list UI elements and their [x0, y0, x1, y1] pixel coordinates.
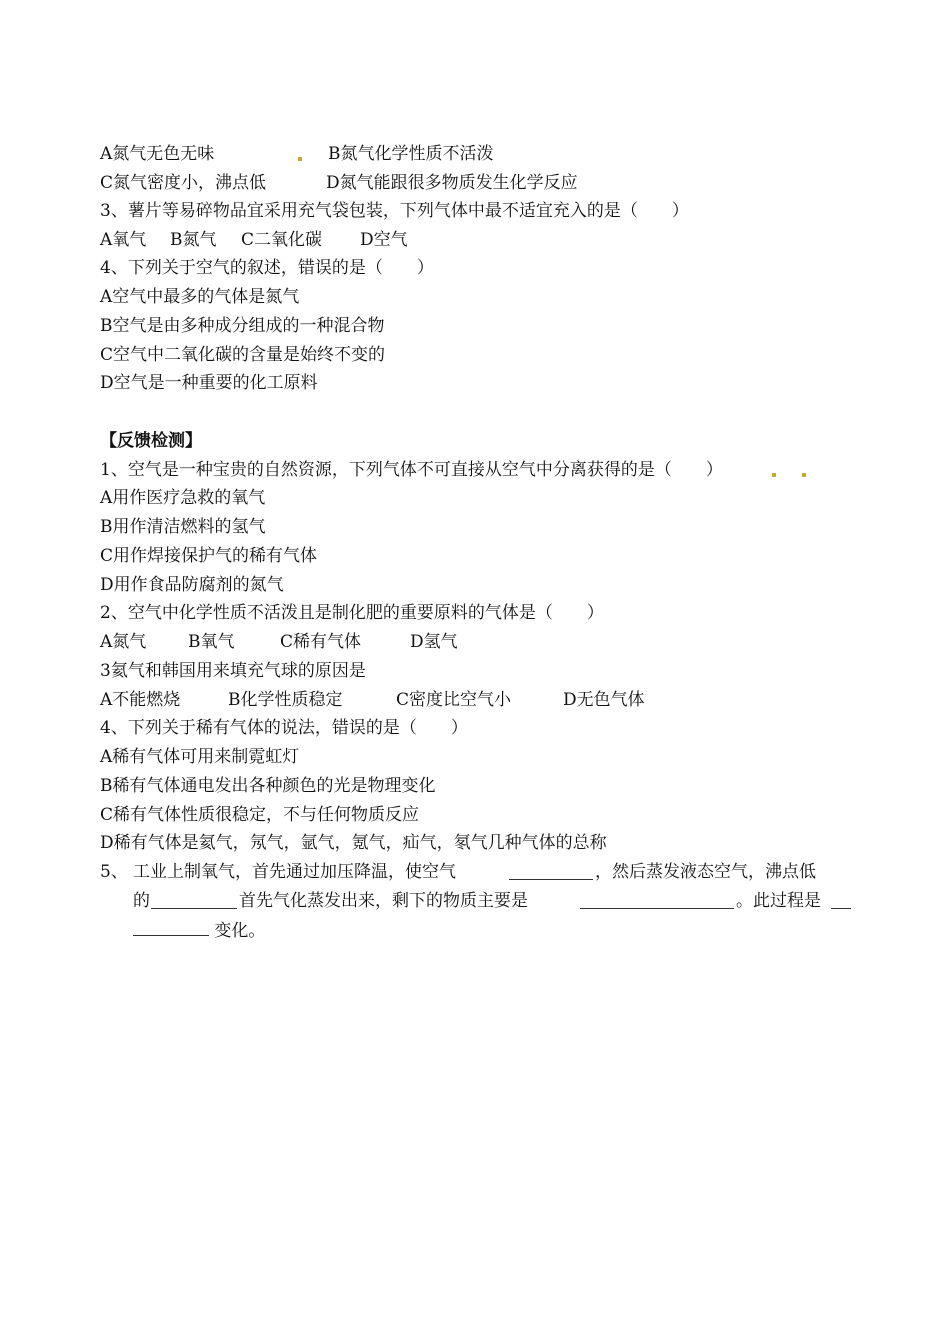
highlight-mark: [298, 157, 302, 161]
option-a: A氮气: [100, 632, 147, 652]
option-a: A氧气: [100, 230, 147, 250]
question-4: 4、下列关于空气的叙述，错误的是（ ）: [100, 258, 434, 278]
option-a: A氮气无色无味: [100, 144, 215, 164]
option-c: C氮气密度小，沸点低: [100, 173, 267, 193]
option-b: B空气是由多种成分组成的一种混合物: [100, 316, 385, 336]
highlight-mark: [802, 473, 806, 477]
question-4: 4、下列关于稀有气体的说法，错误的是（ ）: [100, 718, 468, 738]
question-number: 5、: [100, 862, 128, 882]
answer-blank[interactable]: [133, 920, 209, 936]
question-2: 2、空气中化学性质不活泼且是制化肥的重要原料的气体是（ ）: [100, 603, 604, 623]
answer-blank[interactable]: [509, 864, 593, 880]
option-a: A用作医疗急救的氧气: [100, 488, 266, 508]
option-row: [100, 173, 578, 193]
option-d: D空气: [360, 230, 408, 250]
question-1: 1、空气是一种宝贵的自然资源，下列气体不可直接从空气中分离获得的是（ ）: [100, 460, 723, 480]
question-text: 。此过程是: [736, 891, 821, 911]
option-c: C稀有气体性质很稳定，不与任何物质反应: [100, 805, 420, 825]
question-5-line-3: [133, 920, 265, 941]
question-text: 的: [133, 891, 150, 911]
option-c: C空气中二氧化碳的含量是始终不变的: [100, 345, 386, 365]
option-d: D无色气体: [563, 690, 645, 710]
option-d: D氢气: [410, 632, 458, 652]
option-a: A稀有气体可用来制霓虹灯: [100, 747, 300, 767]
option-b: B氮气: [170, 230, 217, 250]
answer-blank[interactable]: [151, 893, 237, 909]
answer-blank[interactable]: [580, 893, 734, 909]
answer-blank[interactable]: [831, 893, 851, 909]
option-row: [100, 230, 408, 250]
question-3: 3、薯片等易碎物品宜采用充气袋包装，下列气体中最不适宜充入的是（ ）: [100, 201, 689, 221]
question-5-line-2: [133, 891, 821, 911]
option-d: D空气是一种重要的化工原料: [100, 373, 318, 393]
question-5-line-1: [100, 862, 816, 882]
option-c: C稀有气体: [280, 632, 362, 652]
section-heading: 【反馈检测】: [100, 431, 202, 451]
option-row: [100, 690, 645, 710]
highlight-mark: [772, 473, 776, 477]
option-a: A空气中最多的气体是氮气: [100, 287, 300, 307]
option-c: C密度比空气小: [396, 690, 512, 710]
option-a: A不能燃烧: [100, 690, 181, 710]
option-b: B氮气化学性质不活泼: [328, 144, 494, 164]
option-b: B稀有气体通电发出各种颜色的光是物理变化: [100, 776, 436, 796]
option-b: B氧气: [188, 632, 235, 652]
question-text: 首先气化蒸发出来，剩下的物质主要是: [239, 891, 528, 911]
question-text: ，然后蒸发液态空气，沸点低: [595, 862, 816, 882]
option-d: D氮气能跟很多物质发生化学反应: [326, 173, 578, 193]
option-c: C用作焊接保护气的稀有气体: [100, 546, 318, 566]
option-c: C二氧化碳: [241, 230, 323, 250]
option-d: D用作食品防腐剂的氮气: [100, 575, 284, 595]
option-d: D稀有气体是氦气，氖气，氩气，氪气，疝气，氡气几种气体的总称: [100, 833, 607, 853]
question-3: 3氦气和韩国用来填充气球的原因是: [100, 661, 366, 681]
question-text: 工业上制氧气，首先通过加压降温，使空气: [133, 862, 456, 882]
option-b: B化学性质稳定: [228, 690, 343, 710]
option-row: [100, 632, 458, 652]
option-b: B用作清洁燃料的氢气: [100, 517, 266, 537]
option-row: [100, 144, 494, 164]
question-text: 变化。: [214, 921, 266, 941]
